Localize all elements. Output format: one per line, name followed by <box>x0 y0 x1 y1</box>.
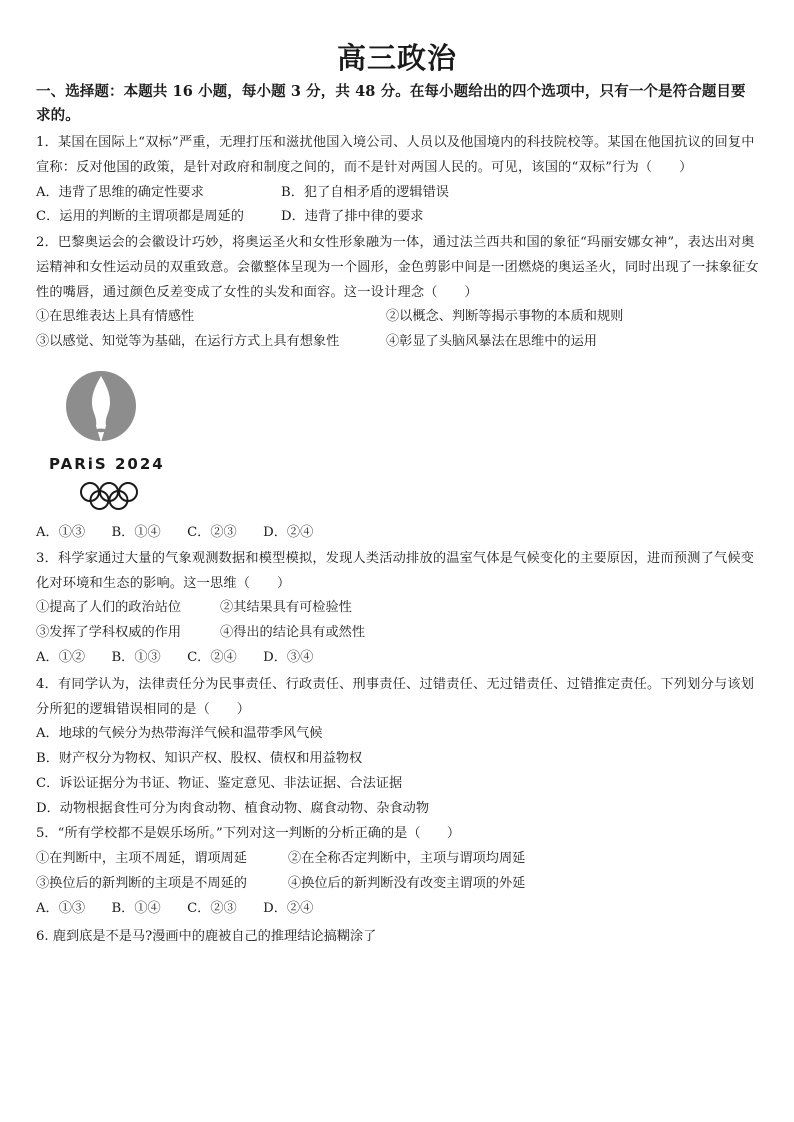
question-3-stem: 3．科学家通过大量的气象观测数据和模型模拟，发现人类活动排放的温室气体是气候变化的主要原因，进而预测了气候变化对环境和生态的影响。这一思维（ ） <box>36 551 755 591</box>
question-4-option-d: D．动物根据食性可分为肉食动物、植食动物、腐食动物、杂食动物 <box>36 801 430 816</box>
question-5-answers: A．①③ B．①④ C．②③ D．②④ <box>36 901 314 916</box>
question-3-choice-1: ①提高了人们的政治站位 <box>36 600 182 615</box>
question-3-choice-3: ③发挥了学科权威的作用 <box>36 625 182 640</box>
section-heading: 一、选择题：本题共 16 小题，每小题 3 分，共 48 分。在每小题给出的四个选项中，只有一个是符合题目要求的。 <box>36 83 746 124</box>
question-5-choice-4: ④换位后的新判断没有改变主谓项的外延 <box>288 876 526 891</box>
question-1-option-a: A．违背了思维的确定性要求 <box>36 185 204 200</box>
question-2-stem: 2．巴黎奥运会的会徽设计巧妙，将奥运圣火和女性形象融为一体，通过法兰西共和国的象征“玛丽安娜女神”，表达出对奥运精神和女性运动员的双重致意。会徽整体呈现为一个圆形，金色剪影中间是一团燃烧的奥运圣火，同时出现了一抹象征女性的嘴唇，通过颜色反差变成了女性的头发和面容。这一设计理念（ ） <box>36 235 759 300</box>
question-4-option-b: B．财产权分为物权、知识产权、股权、债权和用益物权 <box>36 751 363 766</box>
question-1-option-b: B．犯了自相矛盾的逻辑错误 <box>281 185 449 200</box>
question-4-option-a: A．地球的气候分为热带海洋气候和温带季风气候 <box>36 726 323 741</box>
question-1-option-d: D．违背了排中律的要求 <box>281 209 424 224</box>
question-6-stem: 6. 鹿到底是不是马?漫画中的鹿被自己的推理结论搞糊涂了 <box>36 929 377 944</box>
question-2-choice-3: ③以感觉、知觉等为基础，在运行方式上具有想象性 <box>36 334 340 349</box>
question-5-choice-3: ③换位后的新判断的主项是不周延的 <box>36 876 247 891</box>
question-2-choice-2: ②以概念、判断等揭示事物的本质和规则 <box>386 309 624 324</box>
question-3-choice-4: ④得出的结论具有或然性 <box>220 625 366 640</box>
logo-text: PARiS 2024 <box>49 455 165 473</box>
question-1-option-c: C．运用的判断的主谓项都是周延的 <box>36 209 244 224</box>
question-4-stem: 4．有同学认为，法律责任分为民事责任、行政责任、刑事责任、过错责任、无过错责任、过错推定责任。下列划分与该划分所犯的逻辑错误相同的是（ ） <box>36 677 755 717</box>
question-5-choice-2: ②在全称否定判断中，主项与谓项均周延 <box>288 851 526 866</box>
question-3-choice-2: ②其结果具有可检验性 <box>220 600 352 615</box>
question-5-choice-1: ①在判断中，主项不周延，谓项周延 <box>36 851 247 866</box>
question-2-answers: A．①③ B．①④ C．②③ D．②④ <box>36 525 314 540</box>
paris-2024-logo <box>46 368 176 516</box>
question-3-answers: A．①② B．①③ C．②④ D．③④ <box>36 650 314 665</box>
paris-2024-emblem-icon <box>46 368 176 516</box>
question-5-stem: 5．“所有学校都不是娱乐场所。”下列对这一判断的分析正确的是（ ） <box>36 826 461 841</box>
page-title: 高三政治 <box>336 41 457 75</box>
question-2-choice-1: ①在思维表达上具有情感性 <box>36 309 195 324</box>
question-2-choice-4: ④彰显了头脑风暴法在思维中的运用 <box>386 334 597 349</box>
question-1-stem: 1．某国在国际上“双标”严重，无理打压和滋扰他国入境公司、人员以及他国境内的科技院校等。某国在他国抗议的回复中宣称：反对他国的政策，是针对政府和制度之间的，而不是针对两国人民的。可见，该国的“双标”行为（ ） <box>36 135 755 175</box>
question-4-option-c: C．诉讼证据分为书证、物证、鉴定意见、非法证据、合法证据 <box>36 776 403 791</box>
